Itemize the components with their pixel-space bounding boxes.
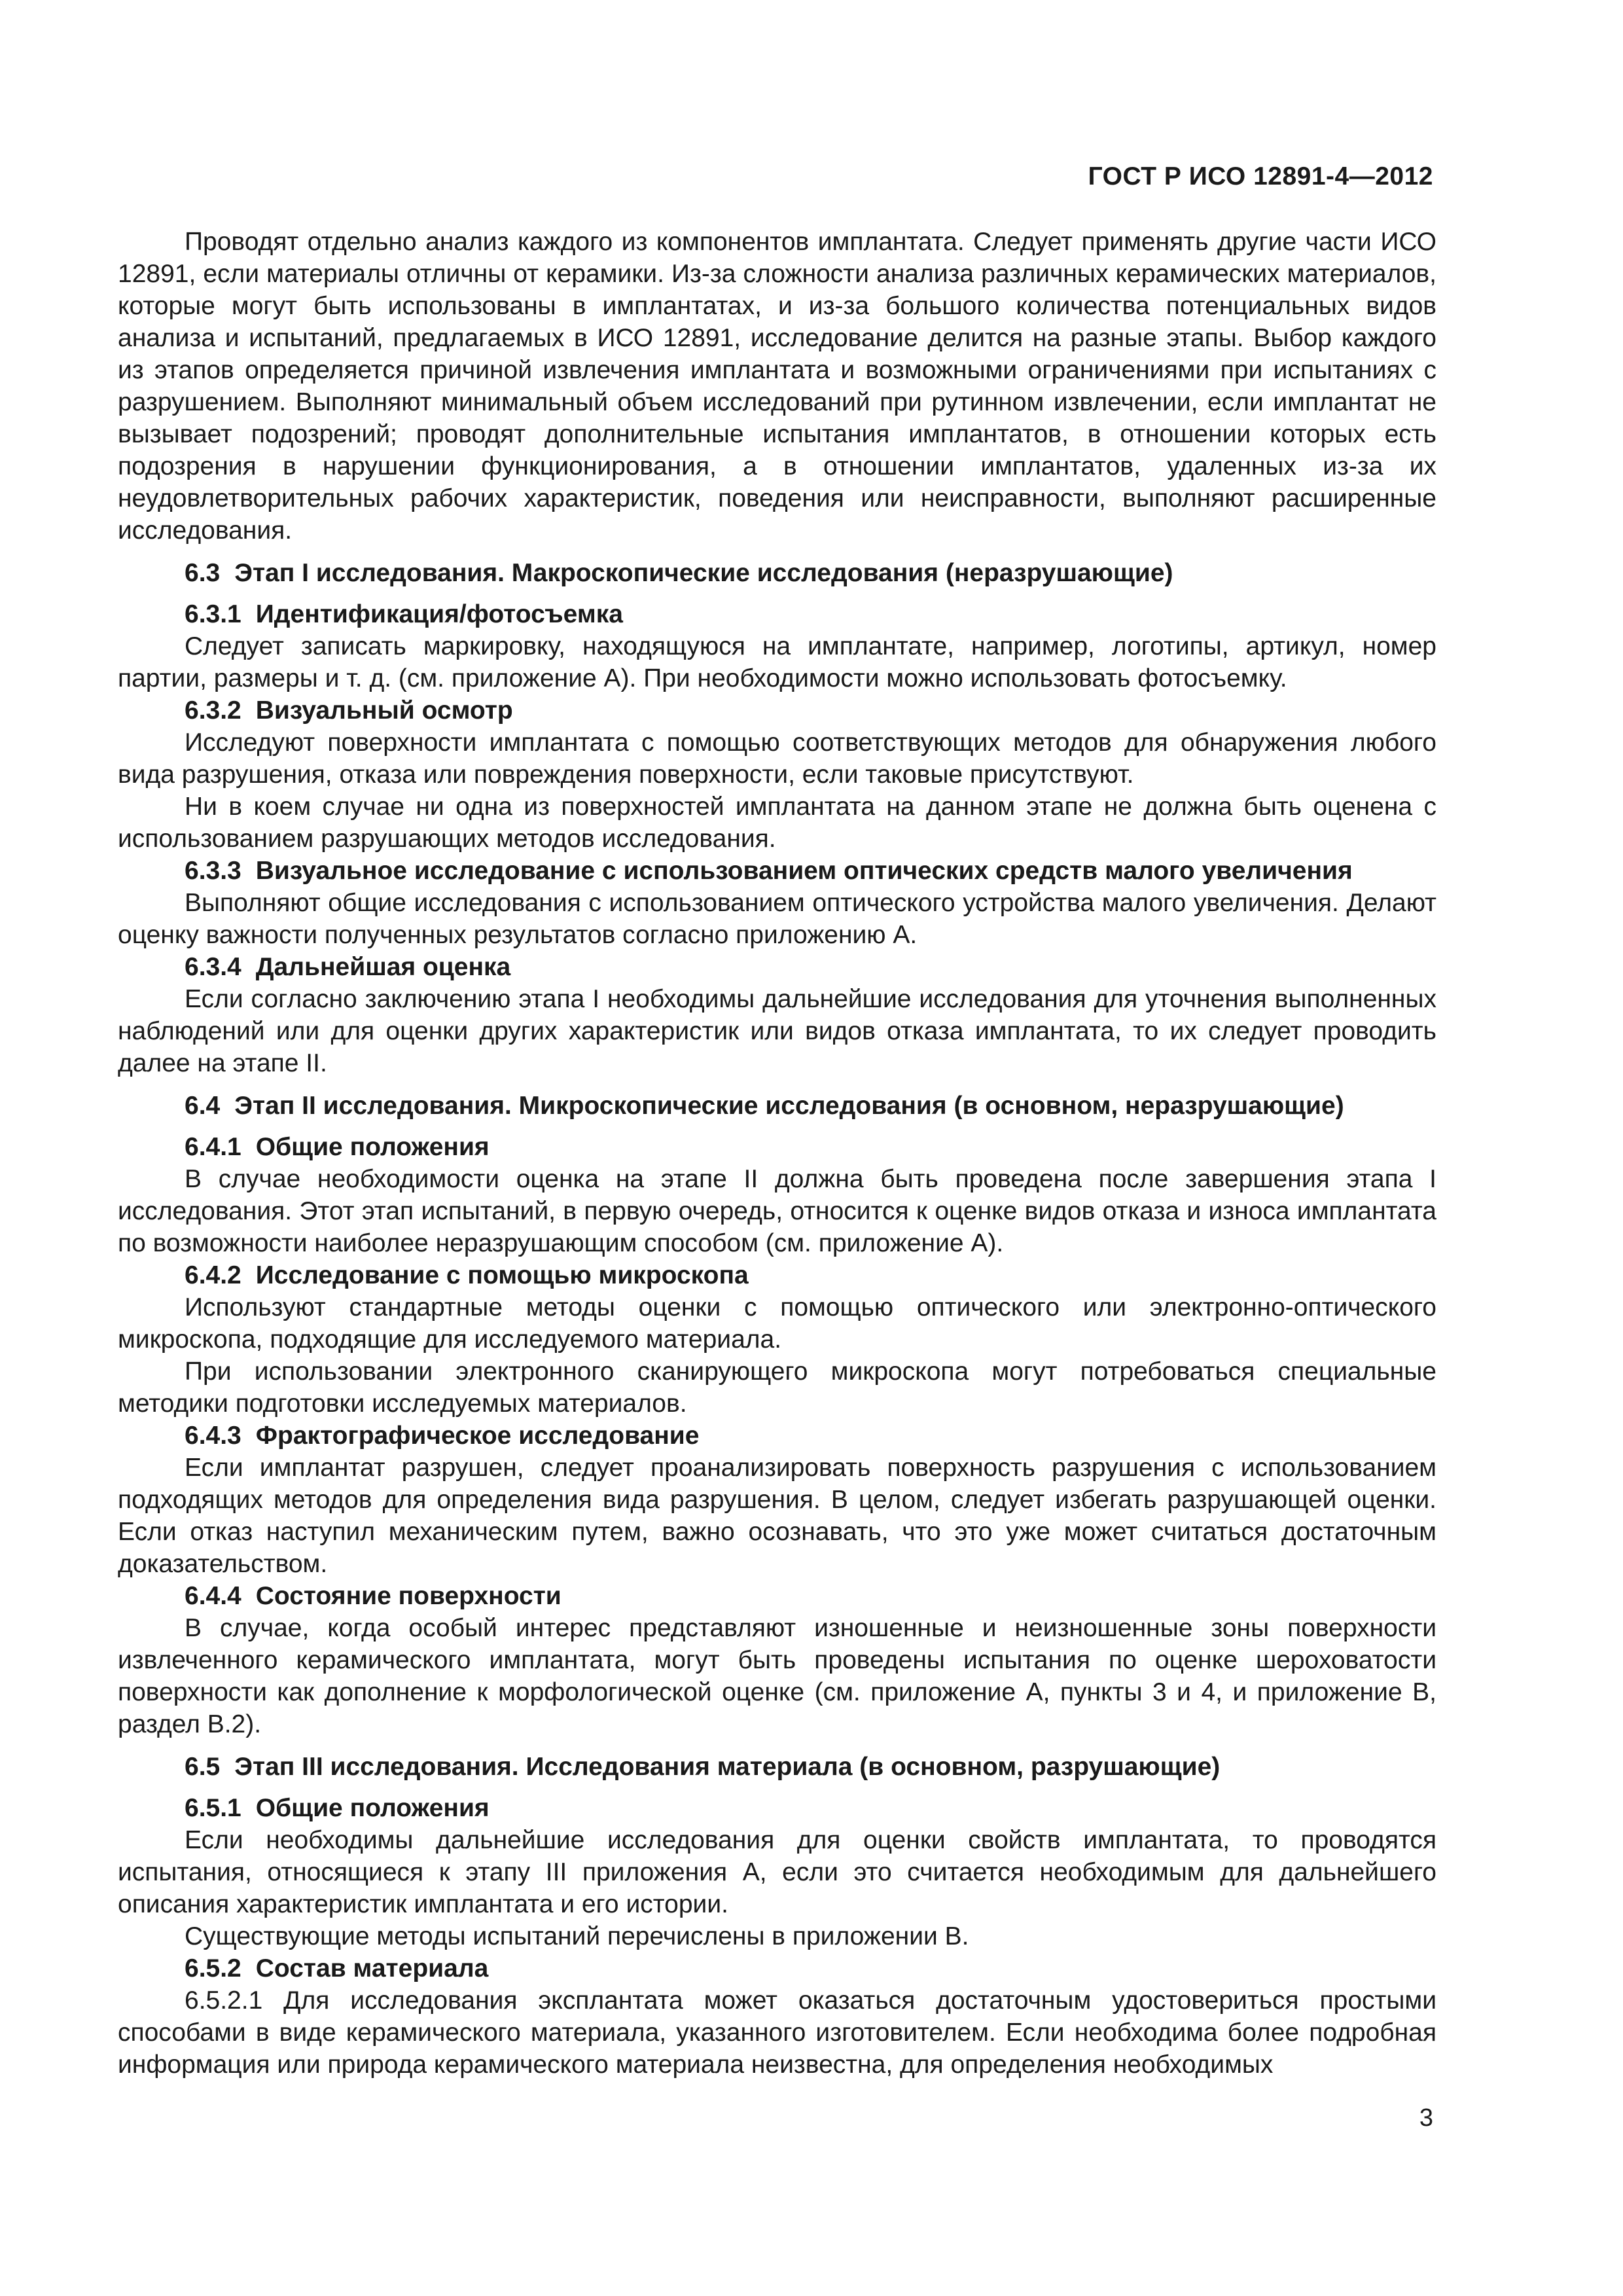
- paragraph: Существующие методы испытаний перечислены в приложении В.: [185, 1922, 969, 1950]
- section-title: Идентификация/фотосъемка: [255, 600, 623, 628]
- section-title: Исследование с помощью микроскопа: [255, 1261, 749, 1289]
- subsection-heading-6-3-1: [118, 598, 1436, 630]
- subsection-heading-6-4-3: [118, 1420, 1436, 1452]
- paragraph: Если имплантат разрушен, следует проанализировать поверхность разрушения с использованием подходящих методов для определения вида разрушения. В целом, следует избегать разрушающей оценки. Если отказ наступил механическим путем, важно осознавать, что это уже может считаться достаточным доказательством.: [118, 1454, 1436, 1578]
- paragraph: Проводят отдельно анализ каждого из компонентов имплантата. Следует применять другие части ИСО 12891, если материалы отличны от керамики. Из-за сложности анализа различных керамических материалов, которые могут быть использованы в имплантатах, и из-за большого количества потенциальных видов анализа и испытаний, предлагаемых в ИСО 12891, исследование делится на разные этапы. Выбор каждого из этапов определяется причиной извлечения имплантата и возможными ограничениями при испытаниях с разрушением. Выполняют минимальный объем исследований при рутинном извлечении, если имплантат не вызывает подозрений; проводят дополнительные испытания имплантатов, в отношении которых есть подозрения в нарушении функционирования, а в отношении имплантатов, удаленных из-за их неудовлетворительных рабочих характеристик, поведения или неисправности, выполняют расширенные исследования.: [118, 228, 1436, 545]
- paragraph: Используют стандартные методы оценки с помощью оптического или электронно-оптического микроскопа, подходящие для исследуемого материала.: [118, 1293, 1436, 1354]
- section-number: 6.4.4: [185, 1582, 241, 1610]
- section-number: 6.3.4: [185, 953, 241, 981]
- section-number: 6.3.1: [185, 600, 241, 628]
- document-body: [118, 226, 1436, 2081]
- section-number: 6.4: [185, 1092, 221, 1120]
- subsection-heading-6-3-2: [118, 694, 1436, 726]
- subsection-heading-6-5-1: [118, 1792, 1436, 1824]
- section-heading-6-5: [118, 1751, 1436, 1783]
- section-number: 6.4.1: [185, 1133, 241, 1161]
- paragraph: При использовании электронного сканирующего микроскопа могут потребоваться специальные методики подготовки исследуемых материалов.: [118, 1357, 1436, 1418]
- section-title: Визуальное исследование с использованием оптических средств малого увеличения: [255, 857, 1353, 885]
- paragraph: В случае, когда особый интерес представляют изношенные и неизношенные зоны поверхности извлеченного керамического имплантата, могут быть проведены испытания по оценке шероховатости поверхности как дополнение к морфологической оценке (см. приложение А, пункты 3 и 4, и приложение В, раздел В.2).: [118, 1614, 1436, 1738]
- paragraph: Выполняют общие исследования с использованием оптического устройства малого увеличения. Делают оценку важности полученных результатов согласно приложению А.: [118, 889, 1436, 949]
- section-number: 6.5.1: [185, 1794, 241, 1822]
- section-number: 6.4.3: [185, 1422, 241, 1450]
- paragraph: Исследуют поверхности имплантата с помощью соответствующих методов для обнаружения любого вида разрушения, отказа или повреждения поверхности, если таковые присутствуют.: [118, 728, 1436, 789]
- subsection-heading-6-4-1: [118, 1131, 1436, 1163]
- section-title: Фрактографическое исследование: [255, 1422, 700, 1450]
- section-number: 6.3.2: [185, 696, 241, 725]
- section-number: 6.4.2: [185, 1261, 241, 1289]
- subsection-heading-6-4-4: [118, 1580, 1436, 1612]
- paragraph: Следует записать маркировку, находящуюся на имплантате, например, логотипы, артикул, номер партии, размеры и т. д. (см. приложение А). При необходимости можно использовать фотосъемку.: [118, 632, 1436, 692]
- paragraph: Если необходимы дальнейшие исследования для оценки свойств имплантата, то проводятся испытания, относящиеся к этапу III приложения А, если это считается необходимым для дальнейшего описания характеристик имплантата и его истории.: [118, 1826, 1436, 1918]
- section-title: Дальнейшая оценка: [255, 953, 511, 981]
- section-title: Общие положения: [255, 1794, 490, 1822]
- section-title: Этап I исследования. Макроскопические исследования (неразрушающие): [234, 559, 1173, 587]
- paragraph: 6.5.2.1 Для исследования эксплантата может оказаться достаточным удостовериться простыми способами в виде керамического материала, указанного изготовителем. Если необходима более подробная информация или природа керамического материала неизвестна, для определения необходимых: [118, 1986, 1436, 2079]
- section-title: Визуальный осмотр: [255, 696, 513, 725]
- subsection-heading-6-3-3: [118, 855, 1436, 887]
- section-title: Этап III исследования. Исследования материала (в основном, разрушающие): [234, 1753, 1221, 1781]
- page-number: 3: [1419, 2104, 1433, 2132]
- subsection-heading-6-3-4: [118, 951, 1436, 983]
- section-heading-6-3: [118, 557, 1436, 589]
- paragraph: В случае необходимости оценка на этапе II должна быть проведена после завершения этапа I исследования. Этот этап испытаний, в первую очередь, относится к оценке видов отказа и износа имплантата по возможности наиболее неразрушающим способом (см. приложение А).: [118, 1165, 1436, 1257]
- section-title: Состояние поверхности: [255, 1582, 562, 1610]
- section-number: 6.5.2: [185, 1954, 241, 1982]
- paragraph: Ни в коем случае ни одна из поверхностей имплантата на данном этапе не должна быть оценена с использованием разрушающих методов исследования.: [118, 793, 1436, 853]
- paragraph: Если согласно заключению этапа I необходимы дальнейшие исследования для уточнения выполненных наблюдений или для оценки других характеристик или видов отказа имплантата, то их следует проводить далее на этапе II.: [118, 985, 1436, 1077]
- document-code-header: ГОСТ Р ИСО 12891-4—2012: [1088, 162, 1433, 190]
- section-number: 6.3.3: [185, 857, 241, 885]
- section-title: Состав материала: [255, 1954, 489, 1982]
- section-heading-6-4: [118, 1090, 1436, 1122]
- subsection-heading-6-5-2: [118, 1952, 1436, 1984]
- subsection-heading-6-4-2: [118, 1259, 1436, 1291]
- section-title: Общие положения: [255, 1133, 490, 1161]
- section-number: 6.3: [185, 559, 221, 587]
- section-title: Этап II исследования. Микроскопические исследования (в основном, неразрушающие): [234, 1092, 1344, 1120]
- section-number: 6.5: [185, 1753, 221, 1781]
